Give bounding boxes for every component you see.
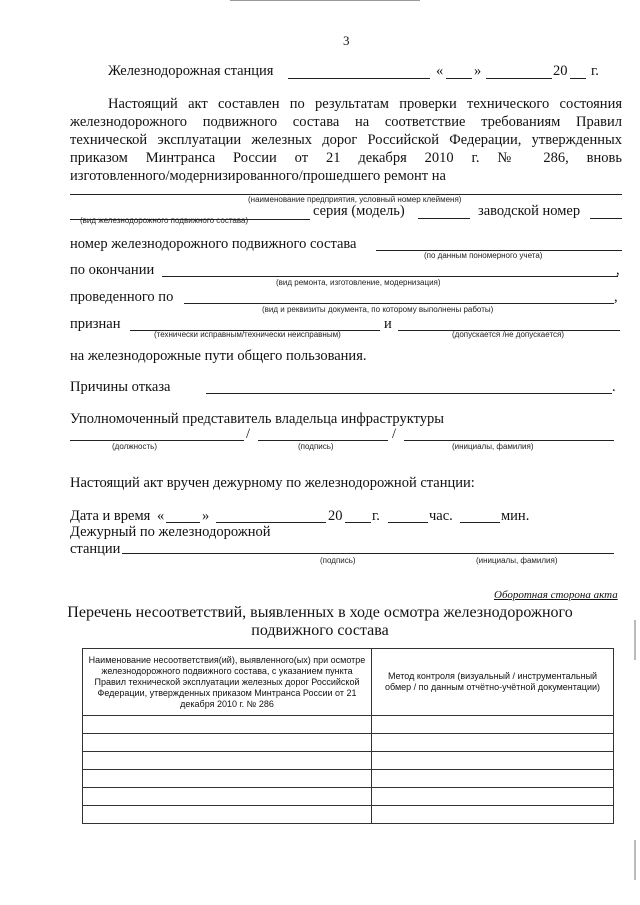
table-header-col2: Метод контроля (визуальный / инструментальный обмер / по данным отчётно-учётной документации): [372, 649, 614, 716]
hours-field[interactable]: [388, 522, 428, 523]
table-header-row: [83, 649, 614, 716]
signature-caption: (подпись): [298, 442, 334, 451]
day-field[interactable]: [446, 78, 472, 79]
month-field[interactable]: [486, 78, 552, 79]
reverse-side-label: Оборотная сторона акта: [494, 589, 618, 601]
table-row[interactable]: [83, 770, 614, 788]
table-cell[interactable]: [372, 770, 614, 788]
intro-line-3: технической эксплуатации железных дорог Российской Федерации, утвержденных: [70, 132, 622, 148]
representative-label: Уполномоченный представитель владельца инфраструктуры: [70, 411, 444, 427]
table-row[interactable]: [83, 752, 614, 770]
datetime-label: Дата и время: [70, 508, 151, 524]
table-header-col1: Наименование несоответствия(ий), выявленного(ых) при осмотре железнодорожного подвижного состава, с указанием пункта Правил технической эксплуатации железных дорог Российской Федерации, утвержденных приказом Минтранса России от 21 декабря 2010 г. № 286: [83, 649, 372, 716]
per-unit-caption: (по данным пономерного учета): [424, 251, 543, 260]
initials-caption-2: (инициалы, фамилия): [476, 556, 558, 565]
duty-officer-line1: Дежурный по железнодорожной: [70, 524, 271, 540]
technical-state-caption: (технически исправным/технически неисправным): [154, 330, 341, 339]
station-field[interactable]: [288, 78, 430, 79]
repair-type-caption: (вид ремонта, изготовление, модернизация): [276, 278, 441, 287]
minutes-label: мин.: [501, 508, 530, 524]
enterprise-caption: (наименование предприятия, условный номер клейменя): [248, 195, 462, 204]
and-label: и: [384, 316, 392, 332]
table-cell[interactable]: [83, 788, 372, 806]
table-row[interactable]: [83, 716, 614, 734]
repair-type-field[interactable]: [162, 276, 618, 277]
datetime-quote-open: «: [157, 508, 165, 524]
document-caption: (вид и реквизиты документа, по которому выполнены работы): [262, 305, 494, 314]
scan-edge-mark: [634, 840, 636, 880]
table-cell[interactable]: [83, 770, 372, 788]
datetime-g: г.: [372, 508, 380, 524]
intro-line-1: Настоящий акт составлен по результатам проверки технического состояния: [108, 96, 622, 112]
refusal-reasons-field[interactable]: [206, 393, 612, 394]
table-cell[interactable]: [372, 716, 614, 734]
position-caption: (должность): [112, 442, 157, 451]
duty-officer-line2: станции: [70, 541, 121, 557]
duty-officer-field[interactable]: [122, 553, 614, 554]
minutes-field[interactable]: [460, 522, 500, 523]
table-cell[interactable]: [83, 806, 372, 824]
performed-by-label: проведенного по: [70, 289, 174, 305]
table-cell[interactable]: [372, 806, 614, 824]
signature-caption-2: (подпись): [320, 556, 356, 565]
datetime-month-field[interactable]: [216, 522, 326, 523]
intro-line-4: приказом Минтранса России от 21 декабря 2010 г. № 286, вновь: [70, 150, 622, 166]
table-row[interactable]: [83, 806, 614, 824]
quote-open: «: [436, 63, 444, 79]
table-cell[interactable]: [372, 788, 614, 806]
quote-close: »: [474, 63, 482, 79]
admitted-caption: (допускается /не допускается): [452, 330, 565, 339]
page-number: 3: [343, 33, 350, 48]
handed-over-text: Настоящий акт вручен дежурному по железнодорожной станции:: [70, 475, 475, 491]
stock-number-label: номер железнодорожного подвижного состава: [70, 236, 357, 252]
station-label: Железнодорожная станция: [108, 63, 274, 79]
datetime-year: 20: [328, 508, 343, 524]
slash: /: [392, 426, 397, 442]
hours-label: час.: [429, 508, 453, 524]
initials-field[interactable]: [404, 440, 614, 441]
factory-number-label: заводской номер: [478, 203, 581, 219]
initials-caption: (инициалы, фамилия): [452, 442, 534, 451]
comma: ,: [614, 289, 618, 305]
comma: ,: [616, 262, 620, 278]
datetime-day-field[interactable]: [166, 522, 200, 523]
nonconformity-table: [82, 648, 614, 824]
upon-completion-label: по окончании: [70, 262, 155, 278]
document-field[interactable]: [184, 303, 614, 304]
table-cell[interactable]: [83, 752, 372, 770]
intro-line-5: изготовленного/модернизированного/прошедшего ремонт на: [70, 168, 446, 184]
table-row[interactable]: [83, 734, 614, 752]
datetime-quote-close: »: [202, 508, 210, 524]
year-suffix: г.: [591, 63, 599, 79]
year-field[interactable]: [570, 78, 586, 79]
table-cell[interactable]: [372, 734, 614, 752]
period: .: [612, 379, 616, 395]
top-edge-line: [230, 0, 420, 1]
slash: /: [246, 426, 251, 442]
intro-line-2: железнодорожного подвижного состава на соответствие требованиям Правил: [70, 114, 622, 130]
rolling-stock-type-caption: (вид железнодорожного подвижного состава): [80, 216, 249, 225]
signature-field[interactable]: [258, 440, 388, 441]
table-cell[interactable]: [372, 752, 614, 770]
series-field[interactable]: [418, 218, 470, 219]
public-tracks-text: на железнодорожные пути общего пользования.: [70, 348, 367, 364]
recognized-label: признан: [70, 316, 121, 332]
table-cell[interactable]: [83, 734, 372, 752]
series-label: серия (модель): [313, 203, 405, 219]
position-field[interactable]: [70, 440, 244, 441]
table-cell[interactable]: [83, 716, 372, 734]
list-title-line2: подвижного состава: [251, 622, 389, 639]
refusal-reasons-label: Причины отказа: [70, 379, 171, 395]
table-row[interactable]: [83, 788, 614, 806]
factory-number-field[interactable]: [590, 218, 622, 219]
year-prefix: 20: [553, 63, 568, 79]
datetime-year-field[interactable]: [345, 522, 371, 523]
list-title-line1: Перечень несоответствий, выявленных в ходе осмотра железнодорожного: [67, 604, 573, 621]
